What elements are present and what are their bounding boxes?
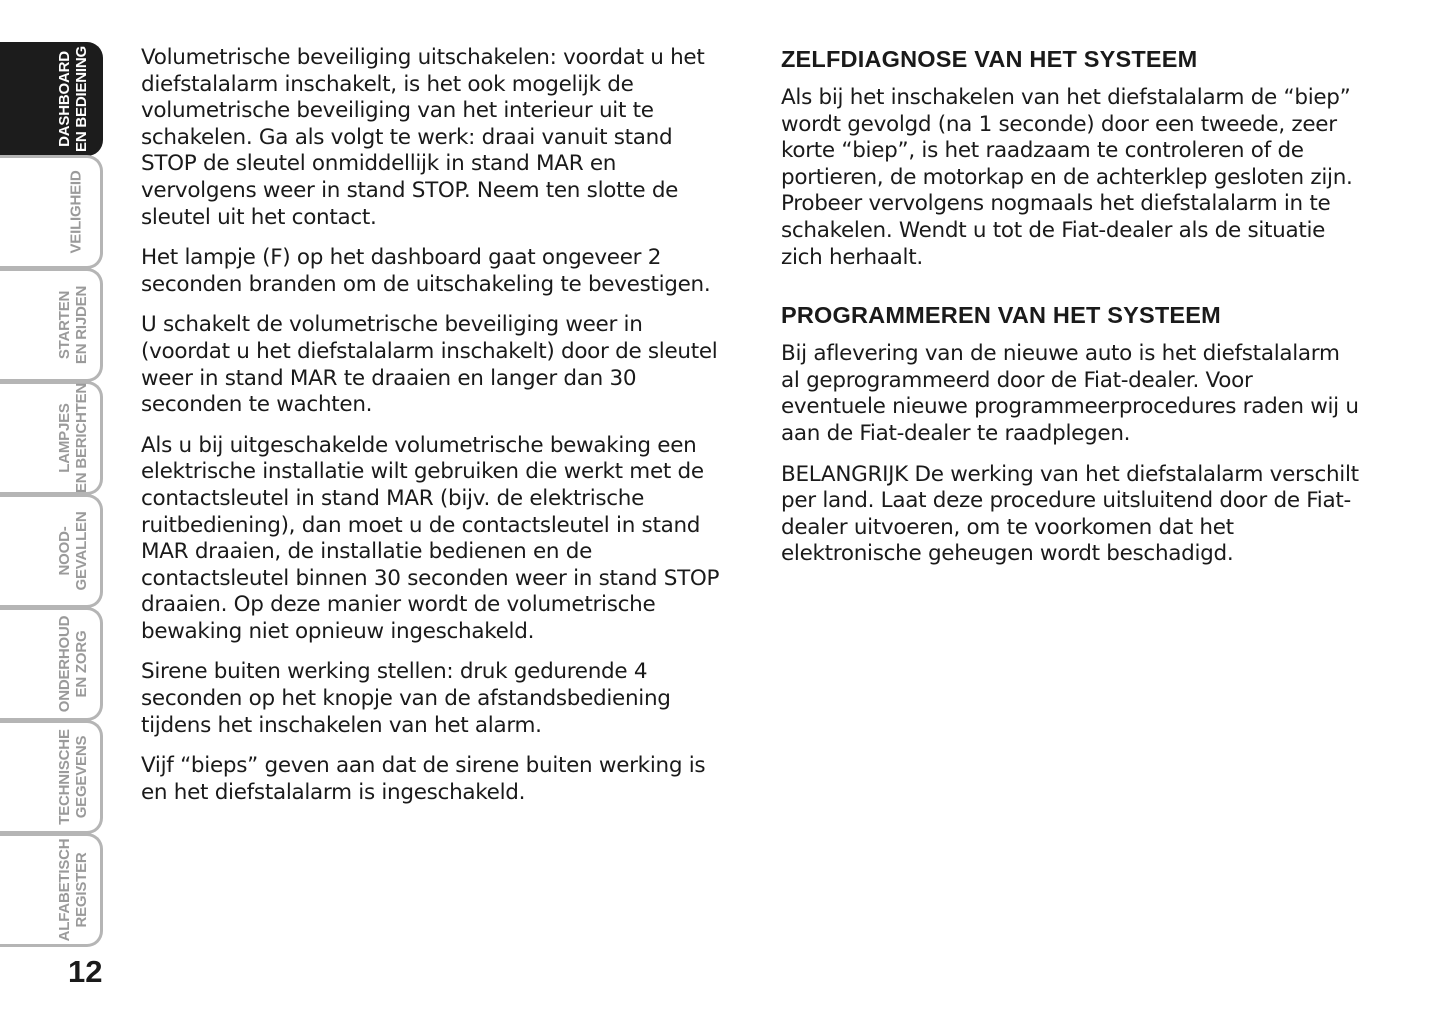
- tab-label-line2: EN BEDIENING: [73, 46, 90, 152]
- paragraph-five-beeps: Vijf “bieps” geven aan dat de sirene buiten werking is en het diefstalalarm is ingeschakeld.: [141, 753, 706, 805]
- tab-dashboard-en-bediening[interactable]: [0, 42, 103, 156]
- left-column: [141, 45, 721, 820]
- tab-label-line2: GEVALLEN: [73, 511, 90, 591]
- tab-label-line2: GEGEVENS: [73, 735, 90, 819]
- tab-label-line1: LAMPJES: [56, 403, 73, 473]
- paragraph-lamp-confirmation: Het lampje (F) op het dashboard gaat ongeveer 2 seconden branden om de uitschakeling te bevestigen.: [141, 245, 711, 297]
- tab-label-line1: ONDERHOUD: [56, 615, 73, 713]
- tab-label: [56, 286, 90, 364]
- tab-label-line2: EN ZORG: [73, 630, 90, 698]
- tab-label-line1: NOOD-: [56, 526, 73, 576]
- heading-programming: PROGRAMMEREN VAN HET SYSTEEM: [781, 302, 1221, 329]
- tab-onderhoud-en-zorg[interactable]: [0, 607, 103, 721]
- tab-label: [56, 46, 90, 152]
- paragraph-programming: Bij aflevering van de nieuwe auto is het diefstalalarm al geprogrammeerd door de Fiat-dealer. Voor eventuele nieuwe programmeerprocedures raden wij u aan de Fiat-dealer te raadplegen.: [781, 341, 1359, 446]
- paragraph-self-diagnosis: Als bij het inschakelen van het diefstalalarm de “biep” wordt gevolgd (na 1 seconde) door een tweede, zeer korte “biep”, is het raadzaam te controleren of de portieren, de motorkap en de achterklep gesloten zijn. Probeer vervolgens nogmaals het diefstalalarm in te schakelen. Wendt u tot de Fiat-dealer als de situatie zich herhaalt.: [781, 85, 1353, 270]
- tab-veiligheid[interactable]: [0, 155, 103, 269]
- tab-label-line1: VEILIGHEID: [67, 170, 85, 254]
- tab-label: [56, 616, 90, 713]
- tab-lampjes-en-berichten[interactable]: [0, 381, 103, 495]
- paragraph-important: BELANGRIJK De werking van het diefstalalarm verschilt per land. Laat deze procedure uitsluitend door de Fiat-dealer uitvoeren, om te voorkomen dat het elektronische geheugen wordt beschadigd.: [781, 461, 1359, 567]
- paragraph-volumetric-disable: Volumetrische beveiliging uitschakelen: voordat u het diefstalalarm inschakelt, is het ook mogelijk de volumetrische beveiliging van het interieur uit te schakelen. Ga als volgt te werk: draai vanuit stand STOP de sleutel onmiddellijk in stand MAR en vervolgens weer in stand STOP. Neem ten slotte de sleutel uit het contact.: [141, 45, 705, 230]
- heading-self-diagnosis: ZELFDIAGNOSE VAN HET SYSTEEM: [781, 46, 1198, 72]
- tab-alfabetisch-register[interactable]: [0, 833, 103, 947]
- tab-technische-gegevens[interactable]: [0, 720, 103, 834]
- tab-label-line2: REGISTER: [73, 852, 90, 928]
- tab-label: [56, 383, 90, 493]
- tab-label-line1: TECHNISCHE: [56, 729, 73, 825]
- tab-label: [56, 729, 90, 825]
- tab-label: [56, 512, 90, 591]
- paragraph-volumetric-enable: U schakelt de volumetrische beveiliging weer in (voordat u het diefstalalarm inschakelt) door de sleutel weer in stand MAR te draaien en langer dan 30 seconden te wachten.: [141, 312, 718, 418]
- tab-label-line1: DASHBOARD: [56, 51, 73, 147]
- tab-label-line1: STARTEN: [56, 290, 73, 360]
- paragraph-electric-installation: Als u bij uitgeschakelde volumetrische bewaking een elektrische installatie wilt gebruiken die werkt met de contactsleutel in stand MAR (bijv. de elektrische ruitbediening), dan moet u de contactsleutel in stand MAR draaien, de installatie bedienen en de contactsleutel binnen 30 seconden weer in stand STOP draaien. Op deze manier wordt de volumetrische bewaking niet opnieuw ingeschakeld.: [141, 432, 720, 644]
- tab-noodgevallen[interactable]: [0, 494, 103, 608]
- tab-label: [68, 170, 85, 253]
- tab-label-line2: EN BERICHTEN: [73, 382, 90, 494]
- tab-label-line1: ALFABETISCH: [56, 838, 73, 942]
- tab-label: [56, 839, 90, 942]
- tab-starten-en-rijden[interactable]: [0, 268, 103, 382]
- tab-label-line2: EN RIJDEN: [73, 285, 90, 365]
- right-column: [781, 45, 1361, 582]
- page-number: 12: [68, 954, 103, 989]
- paragraph-siren-disable: Sirene buiten werking stellen: druk gedurende 4 seconden op het knopje van de afstandsbediening tijdens het inschakelen van het alarm.: [141, 659, 671, 738]
